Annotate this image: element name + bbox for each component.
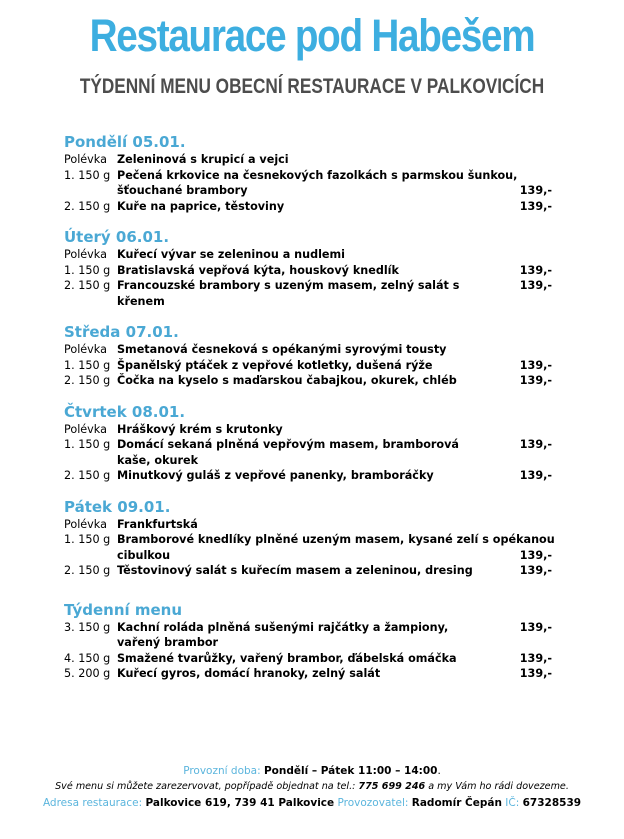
menu-subtitle: TÝDENNÍ MENU OBECNÍ RESTAURACE V PALKOVICÍCH	[79, 75, 545, 98]
day-section-friday	[64, 498, 564, 579]
item-price: 139,-	[519, 184, 552, 197]
menu-item-row	[64, 358, 564, 374]
soup-name: Frankfurtská	[117, 517, 198, 531]
soup-label: Polévka	[64, 422, 107, 436]
soup-row	[64, 152, 564, 168]
menu-item-row	[64, 278, 564, 309]
day-section-tuesday	[64, 228, 564, 309]
item-price: 139,-	[519, 620, 552, 634]
opening-hours: Provozní doba: Pondělí – Pátek 11:00 – 14:00.	[183, 765, 441, 777]
item-dish: Minutkový guláš z vepřové panenky, bramboráčky	[117, 469, 434, 482]
address-label: Adresa restaurace:	[42, 797, 143, 809]
item-label: 3. 150 g	[64, 620, 111, 634]
item-label: 2. 150 g	[64, 279, 111, 292]
soup-label: Polévka	[64, 248, 107, 261]
soup-name: Smetanová česneková s opékanými syrovými tousty	[117, 343, 447, 356]
day-heading: Pátek 09.01.	[64, 497, 171, 516]
item-dish: Pečená krkovice na česnekových fazolkách s parmskou šunkou,	[117, 168, 518, 182]
reservation-note: Své menu si můžete zarezervovat, popřípadě objednat na tel.: 775 699 246 a my Vám ho rádi dovezeme.	[55, 781, 569, 792]
menu-content	[64, 133, 564, 696]
contact-info	[0, 795, 624, 811]
menu-item-row	[64, 168, 564, 184]
soup-label: Polévka	[64, 343, 107, 356]
item-price: 139,-	[519, 651, 552, 665]
day-section-thursday	[64, 403, 564, 484]
item-dish: Bratislavská vepřová kýta, houskový knedlík	[117, 263, 399, 277]
item-price: 139,-	[519, 358, 552, 372]
soup-name: Kuřecí vývar se zeleninou a nudlemi	[117, 248, 346, 261]
day-section-wednesday	[64, 323, 564, 389]
menu-item-row	[64, 563, 564, 579]
item-dish: Kachní roláda plněná sušenými rajčátky a žampiony, vařený brambor	[117, 620, 449, 649]
item-price: 139,-	[519, 548, 552, 562]
menu-item-row	[64, 468, 564, 484]
item-price: 139,-	[519, 263, 552, 277]
ic-value: 67328539	[522, 797, 582, 809]
operator-label: Provozovatel:	[337, 797, 409, 809]
item-dish: Španělský ptáček z vepřové kotletky, dušená rýže	[117, 358, 433, 372]
soup-name: Zeleninová s krupicí a vejci	[117, 153, 289, 166]
soup-row	[64, 422, 564, 438]
item-dish-cont: cibulkou	[117, 548, 171, 562]
item-label: 1. 150 g	[64, 438, 111, 451]
footer	[0, 763, 624, 811]
item-dish: Čočka na kyselo s maďarskou čabajkou, okurek, chléb	[117, 374, 457, 387]
hours-value: Pondělí – Pátek 11:00 – 14:00	[263, 765, 438, 777]
item-label: 1. 150 g	[64, 533, 111, 546]
menu-item-row-cont	[64, 183, 564, 199]
soup-label: Polévka	[64, 517, 107, 531]
item-dish: Smažené tvarůžky, vařený brambor, ďábelská omáčka	[117, 651, 457, 665]
day-heading: Pondělí 05.01.	[64, 133, 186, 151]
menu-item-row	[64, 199, 564, 215]
restaurant-title: Restaurace pod Habešem	[89, 10, 535, 61]
item-price: 139,-	[519, 438, 552, 451]
item-dish: Kuře na paprice, těstoviny	[117, 199, 285, 213]
soup-row	[64, 342, 564, 358]
soup-row	[64, 247, 564, 263]
soup-label: Polévka	[64, 153, 107, 166]
item-label: 1. 150 g	[64, 168, 111, 182]
soup-row	[64, 517, 564, 533]
hours-label: Provozní doba:	[183, 765, 261, 777]
menu-item-row	[64, 666, 564, 682]
menu-item-row	[64, 437, 564, 468]
menu-item-row	[64, 651, 564, 667]
item-dish: Těstovinový salát s kuřecím masem a zeleninou, dresing	[117, 564, 473, 577]
day-heading: Úterý 06.01.	[64, 228, 170, 246]
day-section-monday	[64, 133, 564, 214]
ic-label: IČ:	[505, 797, 520, 809]
phone-number: 775 699 246	[358, 781, 426, 792]
item-price: 139,-	[519, 374, 552, 387]
menu-item-row	[64, 620, 564, 651]
item-label: 1. 150 g	[64, 358, 111, 372]
item-label: 2. 150 g	[64, 469, 111, 482]
item-label: 2. 150 g	[64, 199, 111, 213]
item-price: 139,-	[519, 279, 552, 292]
weekly-heading: Týdenní menu	[64, 600, 183, 619]
menu-item-row	[64, 532, 564, 548]
item-dish-cont: šťouchané brambory	[117, 184, 248, 197]
item-price: 139,-	[519, 667, 552, 680]
item-dish: Francouzské brambory s uzeným masem, zelný salát s křenem	[117, 279, 460, 308]
item-dish: Domácí sekaná plněná vepřovým masem, bramborová kaše, okurek	[117, 438, 459, 467]
item-label: 1. 150 g	[64, 263, 111, 277]
menu-item-row	[64, 373, 564, 389]
item-price: 139,-	[519, 564, 552, 577]
soup-name: Hráškový krém s krutonky	[117, 422, 283, 436]
operator-value: Radomír Čepán	[411, 797, 502, 809]
address-value: Palkovice 619, 739 41 Palkovice	[145, 797, 335, 809]
menu-item-row	[64, 263, 564, 279]
item-label: 5. 200 g	[64, 667, 111, 680]
item-dish: Bramborové knedlíky plněné uzeným masem, kysané zelí s opékanou	[117, 533, 555, 546]
day-heading: Čtvrtek 08.01.	[64, 402, 186, 421]
item-label: 2. 150 g	[64, 374, 111, 387]
day-heading: Středa 07.01.	[64, 323, 179, 341]
item-dish: Kuřecí gyros, domácí hranoky, zelný salát	[117, 667, 381, 680]
menu-item-row-cont	[64, 548, 564, 564]
weekly-menu-section	[64, 601, 564, 682]
item-price: 139,-	[519, 469, 552, 482]
item-label: 4. 150 g	[64, 651, 111, 665]
item-price: 139,-	[519, 199, 552, 213]
item-label: 2. 150 g	[64, 564, 111, 577]
